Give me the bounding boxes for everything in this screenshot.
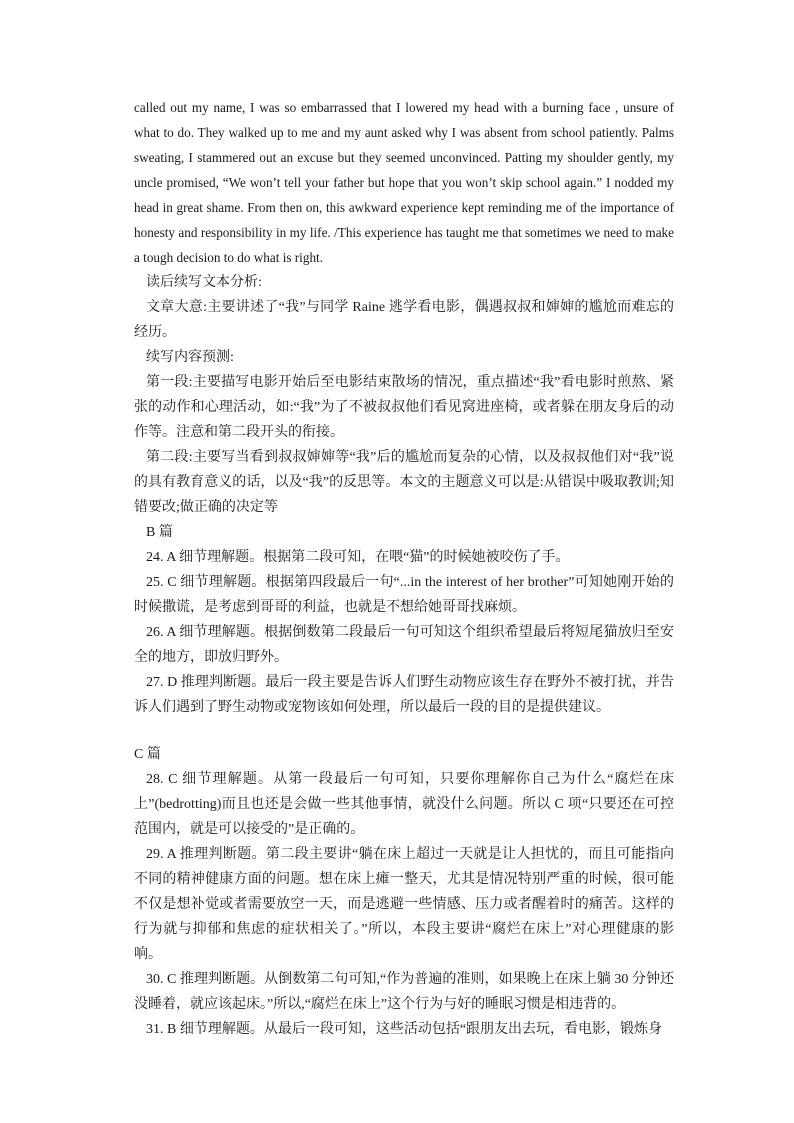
answer-item-30: 30. C 推理判断题。从倒数第二句可知,“作为普遍的准则，如果晚上在床上躺 30 分钟还没睡着，就应该起床。”所以,“腐烂在床上”这个行为与好的睡眠习惯是相违背的。 <box>134 972 674 1012</box>
analysis-heading: 读后续写文本分析: <box>146 275 262 290</box>
document-page <box>134 95 674 1042</box>
answer-item-27: 27. D 推理判断题。最后一段主要是告诉人们野生动物应该生存在野外不被打扰，并告诉人们遇到了野生动物或宠物该如何处理，所以最后一段的目的是提供建议。 <box>134 675 674 715</box>
answer-item-24: 24. A 细节理解题。根据第二段可知，在喂“猫”的时候她被咬伤了手。 <box>146 550 570 565</box>
prediction-heading: 续写内容预测: <box>146 350 234 365</box>
answer-item-26: 26. A 细节理解题。根据倒数第二段最后一句可知这个组织希望最后将短尾猫放归至安全的地方，即放归野外。 <box>134 625 674 665</box>
answer-item-29: 29. A 推理判断题。第二段主要讲“躺在床上超过一天就是让人担忧的，而且可能指向不同的精神健康方面的问题。想在床上瘫一整天，尤其是情况特别严重的时候，很可能不仅是想补觉或者需要放空一天，而是逃避一些情感、压力或者醒着时的痛苦。这样的行为就与抑郁和焦虑的症状相关了。”所以，本段主要讲“腐烂在床上”对心理健康的影响。 <box>134 847 674 962</box>
story-continuation-text: called out my name, I was so embarrassed that I lowered my head with a burning face , unsure of what to do. They walked up to me and my aunt asked why I was absent from school patiently. Palms sweating, I stammered out an excuse but they seemed unconvinced. Patting my shoulder gently, my uncle promised, “We won’t tell your father but hope that you won’t skip school again.” I nodded my head in great shame. From then on, this awkward experience kept reminding me of the importance of honesty and responsibility in my life. /This experience has taught me that sometimes we need to make a tough decision to do what is right. <box>134 100 674 265</box>
section-c-heading: C 篇 <box>134 747 161 762</box>
section-spacer <box>134 720 674 742</box>
answer-item-25: 25. C 细节理解题。根据第四段最后一句“...in the interest of her brother”可知她刚开始的时候撒谎，是考虑到哥哥的利益，也就是不想给她哥哥找麻烦。 <box>134 575 674 615</box>
answer-item-31: 31. B 细节理解题。从最后一段可知，这些活动包括“跟朋友出去玩，看电影，锻炼身 <box>146 1022 663 1037</box>
main-idea-paragraph: 文章大意:主要讲述了“我”与同学 Raine 逃学看电影，偶遇叔叔和婶婶的尴尬而难忘的经历。 <box>134 300 674 340</box>
prediction-paragraph-1: 第一段:主要描写电影开始后至电影结束散场的情况，重点描述“我”看电影时煎熬、紧张的动作和心理活动，如:“我”为了不被叔叔他们看见窝进座椅，或者躲在朋友身后的动作等。注意和第二段开头的衔接。 <box>134 375 674 440</box>
section-b-heading: B 篇 <box>146 525 173 540</box>
prediction-paragraph-2: 第二段:主要写当看到叔叔婶婶等“我”后的尴尬而复杂的心情，以及叔叔他们对“我”说的具有教育意义的话，以及“我”的反思等。本文的主题意义可以是:从错误中吸取教训;知错要改;做正确的决定等 <box>134 450 674 515</box>
answer-item-28: 28. C 细节理解题。从第一段最后一句可知，只要你理解你自己为什么“腐烂在床上”(bedrotting)而且也还是会做一些其他事情，就没什么问题。所以 C 项“只要还在可控范围内，就是可以接受的”是正确的。 <box>134 772 674 837</box>
